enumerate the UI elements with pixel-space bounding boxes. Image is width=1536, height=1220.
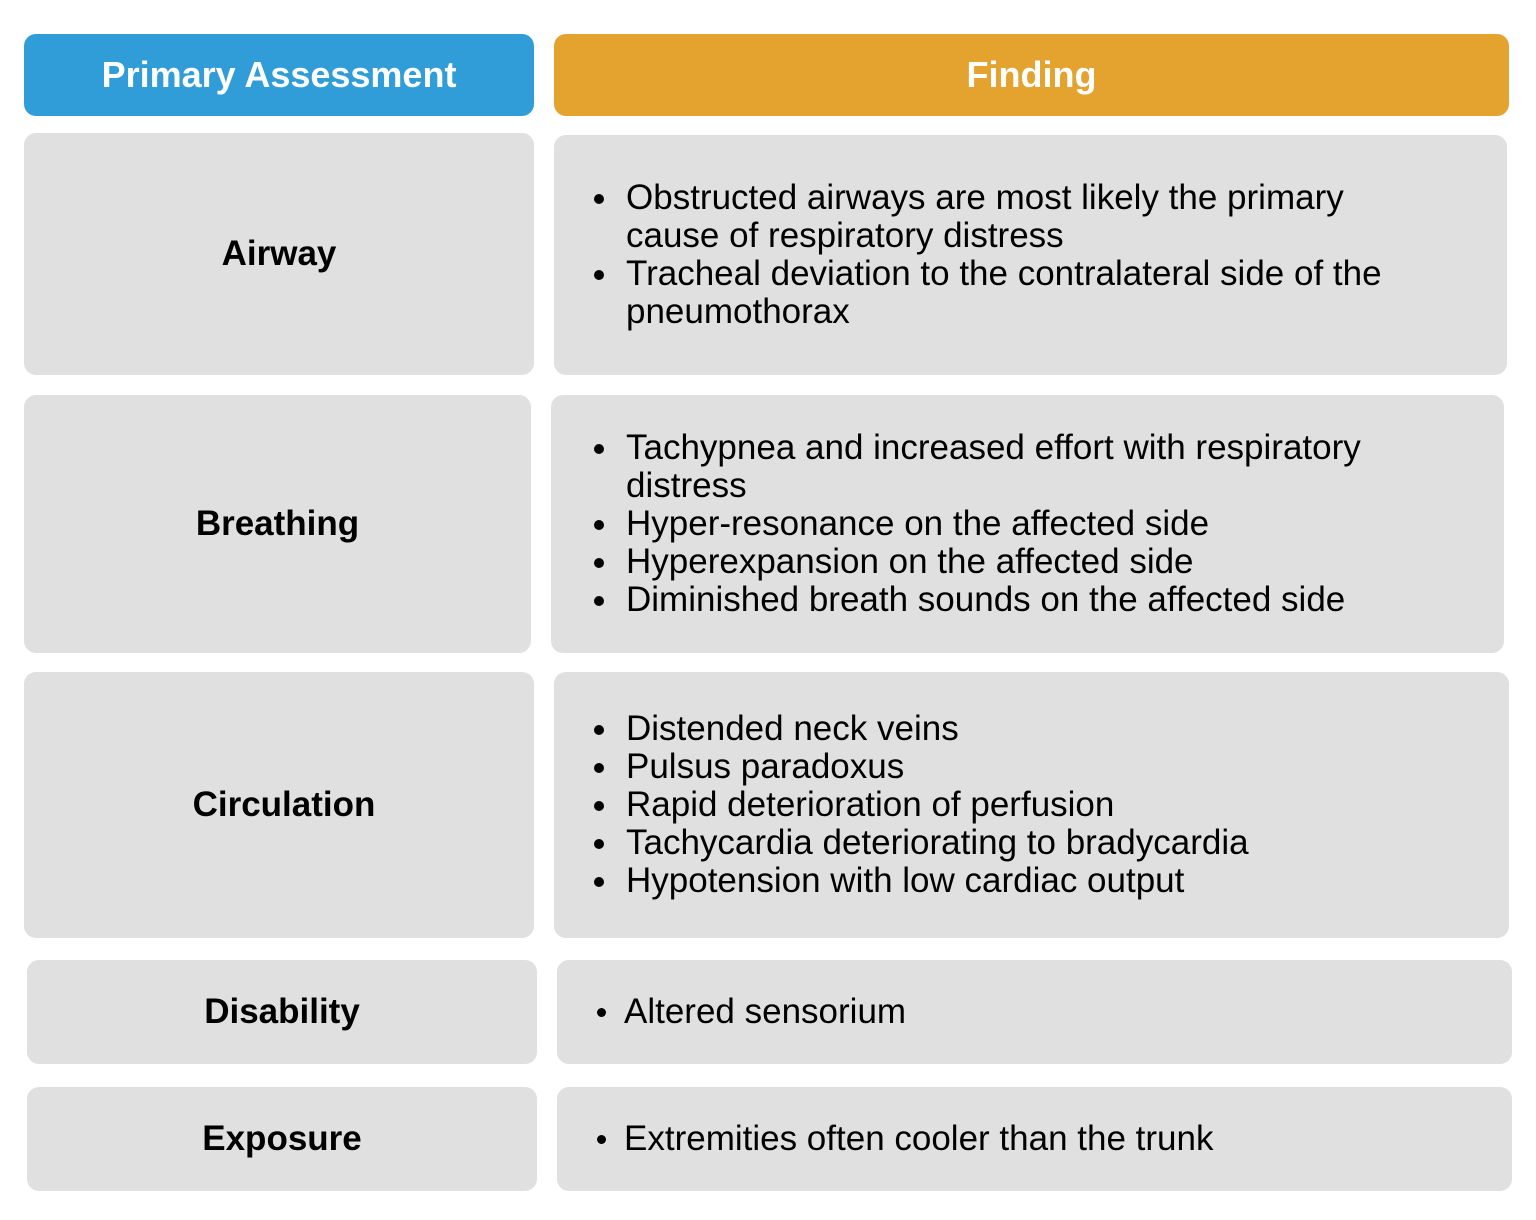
finding-item: Rapid deterioration of perfusion bbox=[590, 786, 1249, 824]
finding-item: Extremities often cooler than the trunk bbox=[595, 1120, 1213, 1158]
finding-cell-breathing bbox=[551, 395, 1504, 653]
header-primary-assessment bbox=[24, 34, 534, 116]
assessment-label: Breathing bbox=[195, 504, 360, 543]
header-finding-label: Finding bbox=[966, 54, 1097, 95]
bullet-icon bbox=[594, 839, 604, 849]
assessment-cell-airway bbox=[24, 133, 534, 375]
finding-item: Tracheal deviation to the contralateral side of the pneumothorax bbox=[590, 255, 1427, 331]
finding-item: Hyper-resonance on the affected side bbox=[590, 505, 1444, 543]
finding-list bbox=[595, 1120, 1213, 1158]
header-finding bbox=[554, 34, 1509, 116]
assessment-label: Circulation bbox=[192, 785, 376, 824]
bullet-icon bbox=[594, 877, 604, 887]
finding-item: Hypotension with low cardiac output bbox=[590, 862, 1249, 900]
assessment-label: Airway bbox=[221, 234, 337, 273]
finding-item: Altered sensorium bbox=[595, 993, 906, 1031]
bullet-icon bbox=[594, 270, 604, 280]
finding-list bbox=[590, 710, 1249, 900]
assessment-label: Exposure bbox=[202, 1119, 362, 1158]
bullet-icon bbox=[597, 1008, 606, 1017]
finding-item: Distended neck veins bbox=[590, 710, 1249, 748]
assessment-cell-circulation bbox=[24, 672, 534, 938]
assessment-cell-exposure bbox=[27, 1087, 537, 1191]
finding-item: Tachypnea and increased effort with respiratory distress bbox=[590, 429, 1444, 505]
assessment-label: Disability bbox=[204, 992, 360, 1031]
finding-list bbox=[590, 179, 1427, 331]
assessment-cell-breathing bbox=[24, 395, 531, 653]
bullet-icon bbox=[594, 801, 604, 811]
bullet-icon bbox=[594, 763, 604, 773]
finding-list bbox=[590, 429, 1444, 619]
finding-cell-airway bbox=[554, 135, 1507, 375]
bullet-icon bbox=[594, 725, 604, 735]
bullet-icon bbox=[594, 520, 604, 530]
finding-item: Diminished breath sounds on the affected side bbox=[590, 581, 1444, 619]
finding-item: Hyperexpansion on the affected side bbox=[590, 543, 1444, 581]
header-primary-assessment-label: Primary Assessment bbox=[101, 54, 457, 95]
finding-cell-circulation bbox=[554, 672, 1509, 938]
bullet-icon bbox=[594, 444, 604, 454]
bullet-icon bbox=[594, 596, 604, 606]
bullet-icon bbox=[594, 194, 604, 204]
finding-item: Tachycardia deteriorating to bradycardia bbox=[590, 824, 1249, 862]
finding-item: Obstructed airways are most likely the primary cause of respiratory distress bbox=[590, 179, 1427, 255]
finding-list bbox=[595, 993, 906, 1031]
finding-cell-exposure bbox=[557, 1087, 1512, 1191]
bullet-icon bbox=[597, 1135, 606, 1144]
finding-item: Pulsus paradoxus bbox=[590, 748, 1249, 786]
finding-cell-disability bbox=[557, 960, 1512, 1064]
bullet-icon bbox=[594, 558, 604, 568]
assessment-cell-disability bbox=[27, 960, 537, 1064]
